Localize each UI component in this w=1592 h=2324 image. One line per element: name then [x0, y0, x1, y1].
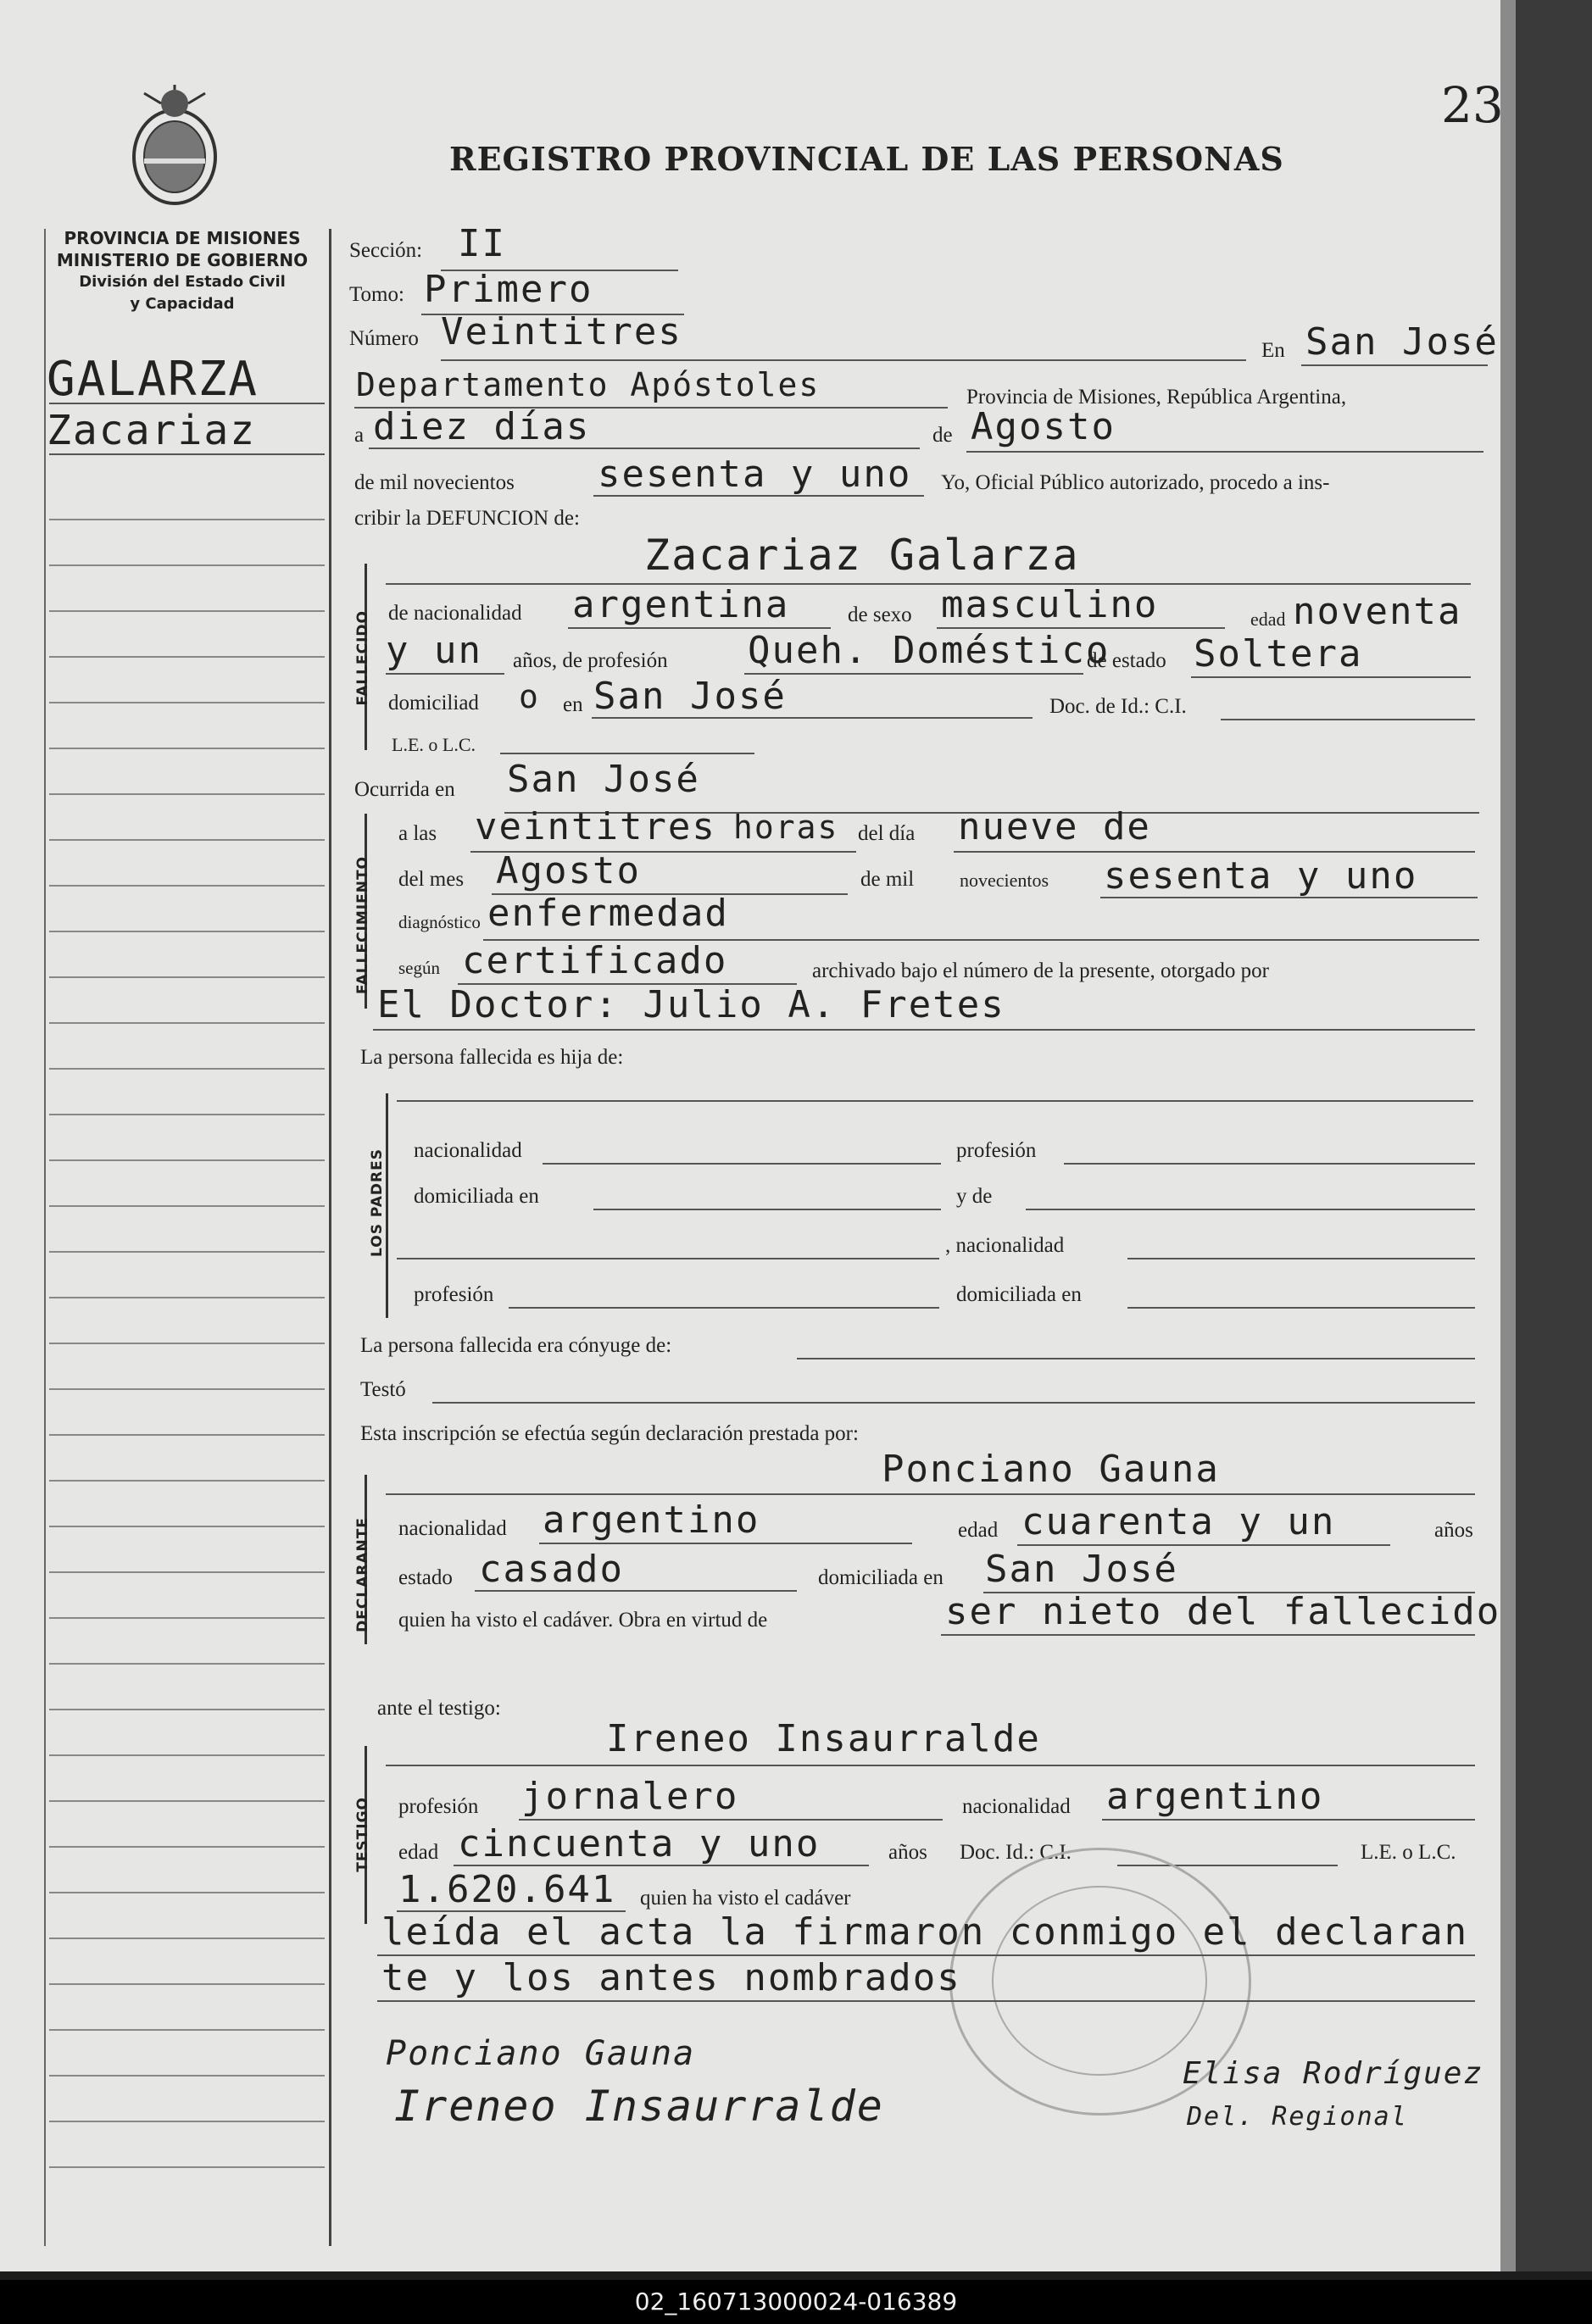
edad-value-2: y un	[386, 629, 482, 672]
margin-rule	[49, 403, 325, 404]
declarante-nacionalidad-value: argentino	[543, 1498, 760, 1542]
del-mes-label: del mes	[398, 868, 465, 891]
declarante-virtud-line	[941, 1634, 1475, 1636]
declarante-virtud-value: ser nieto del fallecido	[945, 1590, 1501, 1633]
ocurrida-label: Ocurrida en	[354, 778, 455, 801]
padres-profesion2-line	[509, 1307, 939, 1309]
institution-division: División del Estado Civil	[79, 273, 286, 291]
padres-line-3	[397, 1258, 939, 1259]
declarante-domicilio-value: San José	[985, 1548, 1178, 1591]
declarante-estado-label: estado	[398, 1566, 453, 1589]
domiciliado-suffix: o	[519, 678, 540, 715]
numero-label: Número	[349, 327, 419, 350]
tomo-value: Primero	[424, 268, 593, 311]
conyuge-line	[797, 1358, 1475, 1359]
padres-section-label: LOS PADRES	[369, 1148, 386, 1257]
segun-label: según	[398, 958, 440, 978]
estado-line	[1191, 676, 1471, 678]
binding-edge	[1500, 0, 1517, 2271]
testo-text: Testó	[360, 1378, 406, 1401]
testo-line	[432, 1402, 1475, 1404]
anio-fallecimiento-value: sesenta y uno	[1104, 854, 1418, 898]
image-id-footer: 02_160713000024-016389	[0, 2280, 1592, 2324]
testigo-edad-value: cincuenta y uno	[458, 1822, 821, 1865]
inscribir-text: cribir la DEFUNCION de:	[354, 507, 580, 530]
mes-value: Agosto	[971, 405, 1116, 448]
closing-line-1: leída el acta la firmaron conmigo el declaran	[381, 1910, 1469, 1954]
padres-line-1	[397, 1100, 1473, 1102]
signature-declarante: Ponciano Gauna	[386, 2034, 696, 2073]
testigo-section-label: TESTIGO	[354, 1797, 371, 1872]
le-line	[500, 753, 754, 754]
domiciliado-label: domiciliad	[388, 692, 479, 714]
book-binding	[1516, 0, 1592, 2271]
anios-label: años, de profesión	[513, 649, 668, 672]
testigo-profesion-line	[519, 1819, 943, 1821]
page-number: 23	[1441, 76, 1504, 134]
testigo-anios-label: años	[888, 1841, 927, 1864]
mes-line	[966, 451, 1483, 453]
de-label: de	[932, 424, 953, 447]
margin-border-left	[44, 229, 46, 2246]
profesion-value: Queh. Doméstico	[748, 629, 1111, 672]
mes-fallecimiento-value: Agosto	[496, 849, 641, 892]
edad-value-1: noventa	[1293, 590, 1462, 633]
padres-nacionalidad-label: nacionalidad	[414, 1139, 522, 1162]
margin-ruled-lines	[49, 475, 325, 2212]
estado-value: Soltera	[1194, 632, 1363, 676]
en-label: En	[1261, 339, 1285, 362]
domicilio-line	[592, 717, 1033, 719]
testigo-nombre: Ireneo Insaurralde	[606, 1717, 1041, 1760]
domicilio-value: San José	[593, 675, 787, 718]
anio-line	[593, 495, 924, 497]
testigo-nacionalidad-value: argentino	[1106, 1775, 1324, 1818]
padres-y-de-line	[1026, 1209, 1475, 1210]
declarante-domiciliada-label: domiciliada en	[818, 1566, 944, 1589]
doc-label: Doc. de Id.: C.I.	[1049, 695, 1187, 718]
signature-testigo: Ireneo Insaurralde	[394, 2082, 884, 2131]
padres-nacionalidad-line	[543, 1163, 941, 1165]
edad-label: edad	[1250, 609, 1286, 630]
departamento-value: Departamento Apóstoles	[356, 366, 821, 403]
padres-y-de-label: y de	[956, 1185, 993, 1208]
en-line	[1301, 364, 1488, 366]
signature-oficial: Elisa Rodríguez	[1183, 2056, 1484, 2091]
padres-domiciliada2-label: domiciliada en	[956, 1283, 1082, 1306]
le-label: L.E. o L.C.	[392, 734, 476, 755]
dias-value: diez días	[373, 405, 591, 448]
padres-profesion-label: profesión	[956, 1139, 1037, 1162]
fallecido-nombre: Zacariaz Galarza	[644, 531, 1080, 580]
en-value: San José	[1305, 320, 1499, 364]
conyuge-text: La persona fallecida era cónyuge de:	[360, 1334, 672, 1357]
margin-rule	[49, 453, 325, 455]
horas-label: horas	[733, 809, 839, 846]
novecientos-label: novecientos	[960, 870, 1049, 891]
a-label: a	[354, 424, 365, 447]
doctor-value: El Doctor: Julio A. Fretes	[377, 983, 1005, 1026]
testigo-le-label: L.E. o L.C.	[1361, 1841, 1456, 1864]
ocurrida-value: San José	[507, 758, 700, 801]
testigo-edad-line	[454, 1865, 869, 1866]
margin-given-name: Zacariaz	[47, 407, 257, 454]
institution-capacity: y Capacidad	[130, 295, 235, 313]
sexo-value: masculino	[941, 583, 1159, 626]
fallecido-section-label: FALLECIDO	[354, 610, 371, 706]
margin-surname: GALARZA	[47, 352, 259, 407]
diagnostico-label: diagnóstico	[398, 912, 481, 932]
domicilio-en-label: en	[563, 693, 583, 716]
estado-label: de estado	[1087, 649, 1166, 672]
padres-profesion2-label: profesión	[414, 1283, 494, 1306]
provincia-text: Provincia de Misiones, República Argentina,	[966, 386, 1347, 409]
sexo-label: de sexo	[848, 603, 912, 626]
declarante-nacionalidad-label: nacionalidad	[398, 1517, 507, 1540]
mil-label: de mil novecientos	[354, 471, 515, 494]
declaracion-text: Esta inscripción se efectúa según declaración prestada por:	[360, 1422, 859, 1445]
ante-testigo-text: ante el testigo:	[377, 1697, 501, 1720]
declarante-nombre: Ponciano Gauna	[882, 1448, 1220, 1491]
diagnostico-value: enfermedad	[487, 892, 729, 935]
nacionalidad-value: argentina	[572, 583, 790, 626]
horas-value: veintitres	[475, 805, 716, 848]
testigo-nombre-line	[386, 1765, 1475, 1766]
numero-value: Veintitres	[441, 310, 682, 353]
dia-line	[954, 851, 1475, 853]
archivado-text: archivado bajo el número de la presente, otorgado por	[812, 959, 1269, 982]
padres-bracket	[386, 1093, 388, 1318]
testigo-nacionalidad-line	[1102, 1819, 1475, 1821]
fallecimiento-section-label: FALLECIMIENTO	[354, 856, 371, 995]
testigo-doc-label: Doc. Id.: C.I.	[960, 1841, 1072, 1864]
anio-fallecimiento-line	[1100, 897, 1478, 898]
seccion-value: II	[458, 222, 506, 265]
padres-domiciliada-label: domiciliada en	[414, 1185, 539, 1208]
page-title: REGISTRO PROVINCIAL DE LAS PERSONAS	[449, 140, 1284, 178]
padres-profesion-line	[1064, 1163, 1475, 1165]
padres-domiciliada-line	[593, 1209, 941, 1210]
declarante-anios-label: años	[1434, 1519, 1473, 1542]
testigo-doc-numero: 1.620.641	[398, 1868, 616, 1911]
a-las-label: a las	[398, 822, 437, 845]
declarante-estado-value: casado	[479, 1548, 624, 1591]
institution-ministry: MINISTERIO DE GOBIERNO	[56, 250, 309, 270]
nacionalidad-label: de nacionalidad	[388, 602, 522, 625]
segun-value: certificado	[462, 939, 728, 982]
dia-value: nueve de	[958, 805, 1151, 848]
seccion-label: Sección:	[349, 239, 423, 262]
edad-line	[386, 673, 504, 675]
signature-oficial-title: Del. Regional	[1187, 2102, 1408, 2132]
declarante-section-label: DECLARANTE	[354, 1517, 371, 1632]
testigo-nacionalidad-label: nacionalidad	[962, 1795, 1071, 1818]
declarante-estado-line	[475, 1590, 797, 1592]
declarante-nombre-line	[386, 1493, 1475, 1495]
profesion-line	[744, 673, 1083, 675]
coat-of-arms-icon	[127, 85, 222, 208]
declarante-edad-label: edad	[958, 1519, 999, 1542]
institution-block	[51, 227, 314, 315]
de-mil-label: de mil	[860, 868, 915, 891]
nombre-line	[386, 583, 1471, 585]
margin-border-right	[329, 229, 331, 2246]
testigo-visto-text: quien ha visto el cadáver	[640, 1887, 851, 1910]
hija-text: La persona fallecida es hija de:	[360, 1046, 624, 1069]
numero-line	[441, 359, 1246, 361]
padres-nacionalidad2-line	[1127, 1258, 1475, 1259]
tomo-label: Tomo:	[349, 283, 404, 306]
institution-province: PROVINCIA DE MISIONES	[64, 228, 301, 248]
padres-nacionalidad2-label: , nacionalidad	[945, 1234, 1065, 1257]
testigo-edad-label: edad	[398, 1841, 439, 1864]
padres-domiciliada2-line	[1127, 1307, 1475, 1309]
doctor-line	[373, 1029, 1475, 1031]
del-dia-label: del día	[858, 822, 916, 845]
declarante-edad-line	[1017, 1544, 1390, 1546]
closing-line-2: te y los antes nombrados	[381, 1956, 961, 1999]
declarante-visto-text: quien ha visto el cadáver. Obra en virtud de	[398, 1609, 768, 1632]
closing-rule-2	[377, 2000, 1475, 2002]
oficial-text: Yo, Oficial Público autorizado, procedo a ins-	[941, 471, 1330, 494]
dias-line	[369, 448, 920, 449]
anio-value: sesenta y uno	[598, 453, 912, 496]
testigo-profesion-value: jornalero	[521, 1775, 739, 1818]
declarante-edad-value: cuarenta y un	[1021, 1500, 1336, 1543]
testigo-profesion-label: profesión	[398, 1795, 479, 1818]
doc-line	[1221, 719, 1475, 720]
declarante-nacionalidad-line	[539, 1543, 912, 1544]
